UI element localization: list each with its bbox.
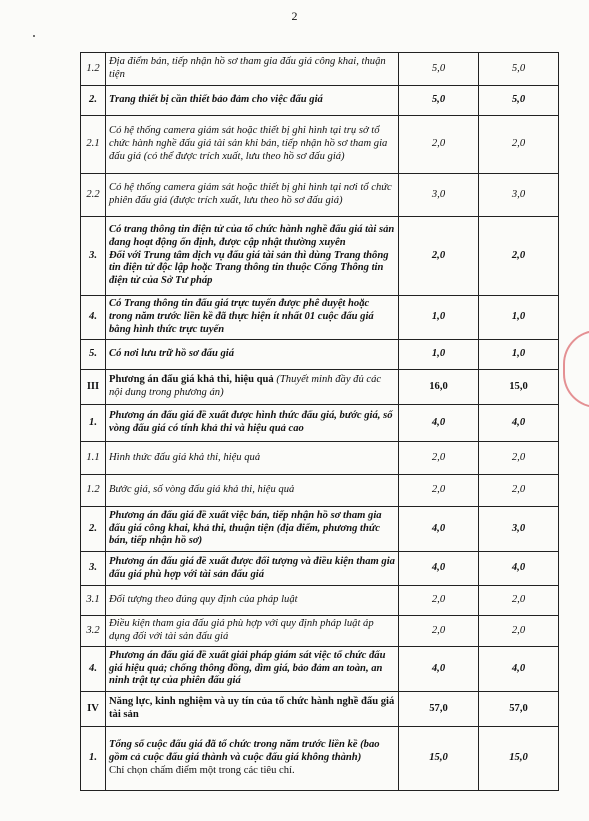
awarded-score: 1,0 <box>479 340 559 370</box>
criterion-text <box>106 296 399 340</box>
criterion-text <box>106 174 399 217</box>
criterion-main: Có hệ thống camera giám sát hoặc thiết bị ghi hình tại nơi tổ chức phiên đấu giá (được trích xuất, lưu theo hồ sơ đấu giá) <box>109 182 392 206</box>
criterion-main: Trang thiết bị cần thiết bảo đảm cho việc đấu giá <box>109 94 323 106</box>
criterion-main: Hình thức đấu giá khả thi, hiệu quả <box>109 451 261 463</box>
criterion-main: Phương án đấu giá đề xuất việc bán, tiếp nhận hồ sơ tham gia đấu giá công khai, khả thi, thuận tiện (địa điểm, phương thức bán, tiếp nhận hồ sơ) <box>109 509 382 547</box>
row-number: IV <box>81 692 106 727</box>
table-row <box>81 217 559 296</box>
page-number: 2 <box>291 9 298 23</box>
awarded-score: 2,0 <box>479 442 559 475</box>
row-number: 2. <box>81 507 106 552</box>
table-row <box>81 296 559 340</box>
table-row <box>81 586 559 616</box>
table-row <box>81 53 559 86</box>
table-row <box>81 340 559 370</box>
max-score: 57,0 <box>399 692 479 727</box>
row-number: 1.1 <box>81 442 106 475</box>
max-score: 1,0 <box>399 340 479 370</box>
awarded-score: 2,0 <box>479 586 559 616</box>
criterion-note: (Thuyết minh đầy đủ các nội dung trong phương án) <box>109 374 382 398</box>
criterion-text <box>106 86 399 116</box>
criterion-main: Phương án đấu giá đề xuất được đối tượng và điều kiện tham gia đấu giá phù hợp với tài sản đấu giá <box>109 555 395 580</box>
row-number: 3.1 <box>81 586 106 616</box>
awarded-score: 15,0 <box>479 370 559 405</box>
max-score: 3,0 <box>399 174 479 217</box>
scoring-table <box>80 52 559 791</box>
row-number: 2.1 <box>81 116 106 174</box>
max-score: 16,0 <box>399 370 479 405</box>
awarded-score: 5,0 <box>479 53 559 86</box>
row-number: 1. <box>81 727 106 791</box>
awarded-score: 2,0 <box>479 217 559 296</box>
criterion-text <box>106 586 399 616</box>
max-score: 4,0 <box>399 405 479 442</box>
awarded-score: 3,0 <box>479 507 559 552</box>
row-number: 4. <box>81 296 106 340</box>
table-row <box>81 116 559 174</box>
criterion-text <box>106 53 399 86</box>
criterion-main: Có trang thông tin điện tử của tổ chức hành nghề đấu giá tài sản đang hoạt động ổn định, được cập nhật thường xuyên Đối với Trung tâm dịch vụ đấu giá tài sản thì dùng Trang thông tin điện tử độc lập hoặc Trang thông tin thuộc Cổng Thông tin điện tử của Sở Tư pháp <box>109 223 395 287</box>
max-score: 2,0 <box>399 616 479 647</box>
awarded-score: 1,0 <box>479 296 559 340</box>
criterion-note: Chỉ chọn chấm điểm một trong các tiêu chí. <box>109 764 295 776</box>
row-number: 5. <box>81 340 106 370</box>
max-score: 4,0 <box>399 507 479 552</box>
max-score: 2,0 <box>399 217 479 296</box>
criterion-main: Địa điểm bán, tiếp nhận hồ sơ tham gia đấu giá công khai, thuận tiện <box>109 56 386 80</box>
max-score: 15,0 <box>399 727 479 791</box>
criterion-text <box>106 370 399 405</box>
row-number: 2. <box>81 86 106 116</box>
criterion-text <box>106 727 399 791</box>
criterion-text <box>106 442 399 475</box>
awarded-score: 57,0 <box>479 692 559 727</box>
table-row <box>81 507 559 552</box>
criterion-main: Phương án đấu giá đề xuất được hình thức đấu giá, bước giá, số vòng đấu giá có tính khả thi và hiệu quả cao <box>109 410 393 434</box>
row-number: 1.2 <box>81 53 106 86</box>
criterion-main: Phương án đấu giá đề xuất giải pháp giám sát việc tổ chức đấu giá hiệu quả; chống thông đồng, dìm giá, bảo đảm an toàn, an ninh trật tự của phiên đấu giá <box>109 649 386 687</box>
awarded-score: 5,0 <box>479 86 559 116</box>
criterion-text <box>106 217 399 296</box>
table-row <box>81 174 559 217</box>
table-row <box>81 475 559 507</box>
table-row <box>81 442 559 475</box>
max-score: 4,0 <box>399 647 479 692</box>
criterion-main: Phương án đấu giá khả thi, hiệu quả <box>109 374 274 386</box>
awarded-score: 2,0 <box>479 616 559 647</box>
max-score: 4,0 <box>399 552 479 586</box>
criterion-text <box>106 475 399 507</box>
criterion-main: Bước giá, số vòng đấu giá khả thi, hiệu quả <box>109 484 295 496</box>
row-number: III <box>81 370 106 405</box>
awarded-score: 2,0 <box>479 475 559 507</box>
max-score: 2,0 <box>399 586 479 616</box>
criterion-text <box>106 647 399 692</box>
criterion-main: Tổng số cuộc đấu giá đã tổ chức trong năm trước liền kề (bao gồm cả cuộc đấu giá thành và cuộc đấu giá không thành) <box>109 739 380 764</box>
max-score: 5,0 <box>399 53 479 86</box>
max-score: 2,0 <box>399 475 479 507</box>
awarded-score: 2,0 <box>479 116 559 174</box>
table-row <box>81 86 559 116</box>
awarded-score: 4,0 <box>479 552 559 586</box>
criterion-main: Đối tượng theo đúng quy định của pháp luật <box>109 594 298 606</box>
criterion-text <box>106 405 399 442</box>
table-row <box>81 727 559 791</box>
criterion-text <box>106 340 399 370</box>
criterion-text <box>106 116 399 174</box>
criterion-text <box>106 616 399 647</box>
max-score: 2,0 <box>399 442 479 475</box>
criterion-main: Điều kiện tham gia đấu giá phù hợp với quy định pháp luật áp dụng đối với tài sản đấu giá <box>109 618 374 642</box>
criterion-main: Có hệ thống camera giám sát hoặc thiết bị ghi hình tại trụ sở tổ chức hành nghề đấu giá tài sản khi bán, tiếp nhận hồ sơ tham gia đấu giá (có thể được trích xuất, lưu theo hồ sơ đấu giá) <box>109 125 388 162</box>
awarded-score: 15,0 <box>479 727 559 791</box>
awarded-score: 4,0 <box>479 405 559 442</box>
table-row <box>81 647 559 692</box>
criterion-text <box>106 692 399 727</box>
table-row <box>81 616 559 647</box>
row-number: 3. <box>81 552 106 586</box>
table-row <box>81 692 559 727</box>
criterion-main: Có Trang thông tin đấu giá trực tuyến được phê duyệt hoặc trong năm trước liền kề đã thực hiện ít nhất 01 cuộc đấu giá bằng hình thức trực tuyến <box>109 298 374 335</box>
table-row <box>81 405 559 442</box>
row-number: 1. <box>81 405 106 442</box>
row-number: 4. <box>81 647 106 692</box>
scan-dot <box>33 35 35 37</box>
red-stamp-edge <box>563 330 589 408</box>
criterion-text <box>106 552 399 586</box>
criterion-text <box>106 507 399 552</box>
row-number: 2.2 <box>81 174 106 217</box>
awarded-score: 4,0 <box>479 647 559 692</box>
max-score: 1,0 <box>399 296 479 340</box>
row-number: 3.2 <box>81 616 106 647</box>
criterion-main: Có nơi lưu trữ hồ sơ đấu giá <box>109 348 235 360</box>
max-score: 2,0 <box>399 116 479 174</box>
awarded-score: 3,0 <box>479 174 559 217</box>
max-score: 5,0 <box>399 86 479 116</box>
row-number: 3. <box>81 217 106 296</box>
table-row <box>81 370 559 405</box>
row-number: 1.2 <box>81 475 106 507</box>
table-row <box>81 552 559 586</box>
criterion-main: Năng lực, kinh nghiệm và uy tín của tổ chức hành nghề đấu giá tài sản <box>109 696 395 720</box>
